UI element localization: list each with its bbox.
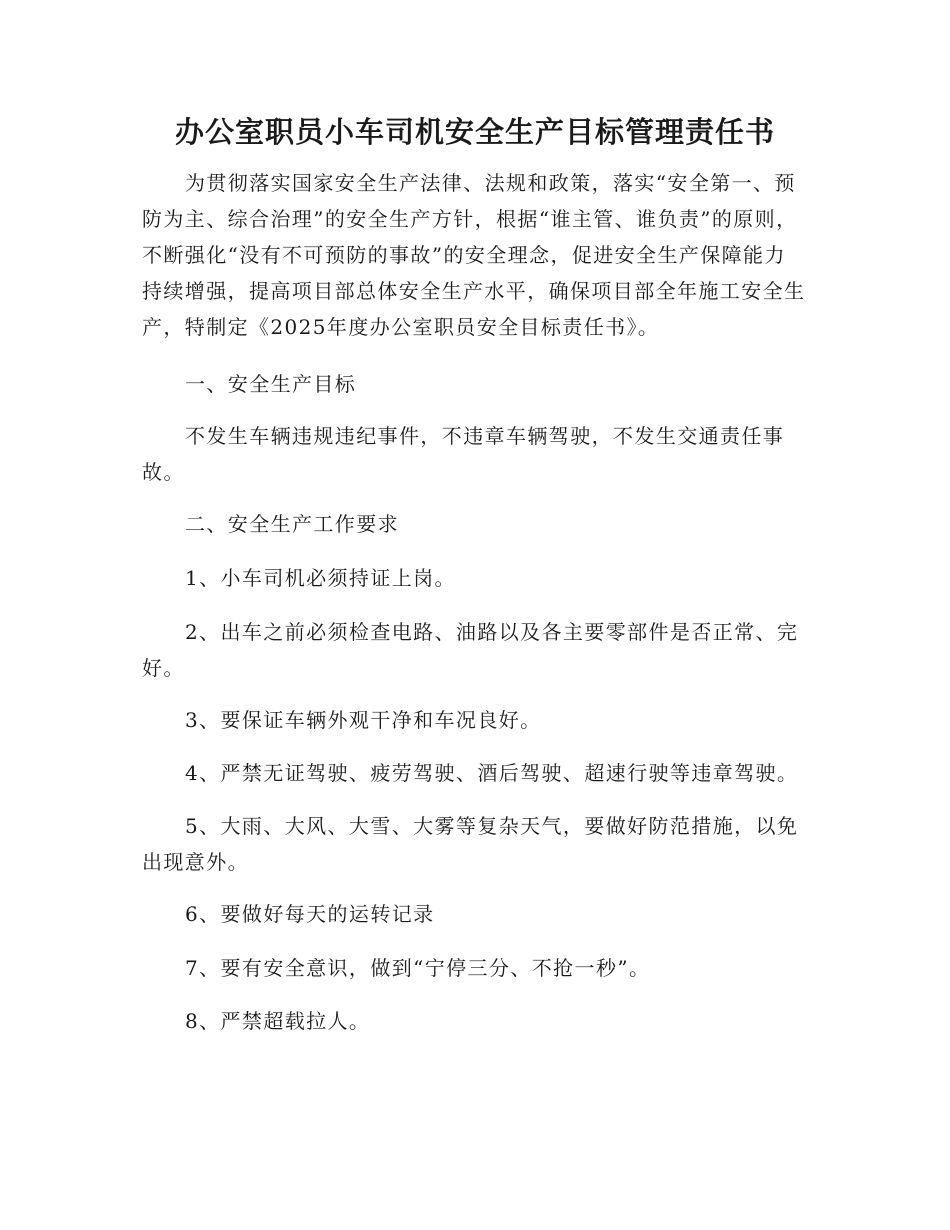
requirement-item-8: 8、严禁超载拉人。 — [185, 1009, 371, 1033]
requirement-item-2: 2、出车之前必须检查电路、油路以及各主要零部件是否正常、完好。 — [142, 620, 799, 680]
section1-heading: 一、安全生产目标 — [185, 372, 357, 396]
section1-body: 不发生车辆违规违纪事件，不违章车辆驾驶，不发生交通责任事故。 — [142, 424, 785, 484]
document-title: 办公室职员小车司机安全生产目标管理责任书 — [174, 115, 775, 149]
section2-heading: 二、安全生产工作要求 — [185, 512, 399, 536]
requirement-item-7: 7、要有安全意识，做到“宁停三分、不抢一秒”。 — [185, 956, 651, 980]
requirement-item-3: 3、要保证车辆外观干净和车况良好。 — [185, 708, 542, 732]
requirement-item-1: 1、小车司机必须持证上岗。 — [185, 566, 456, 590]
requirement-item-4: 4、严禁无证驾驶、疲劳驾驶、酒后驾驶、超速行驶等违章驾驶。 — [185, 761, 799, 785]
intro-paragraph: 为贯彻落实国家安全生产法律、法规和政策，落实“安全第一、预防为主、综合治理”的安全生产方针，根据“谁主管、谁负责”的原则，不断强化“没有不可预防的事故”的安全理念，促进安全生产保障能力持续增强，提高项目部总体安全生产水平，确保项目部全年施工安全生产，特制定《2025年度办公室职员安全目标责任书》。 — [142, 171, 806, 339]
requirement-item-6: 6、要做好每天的运转记录 — [185, 902, 435, 926]
requirement-item-5: 5、大雨、大风、大雪、大雾等复杂天气，要做好防范措施，以免出现意外。 — [142, 814, 799, 874]
